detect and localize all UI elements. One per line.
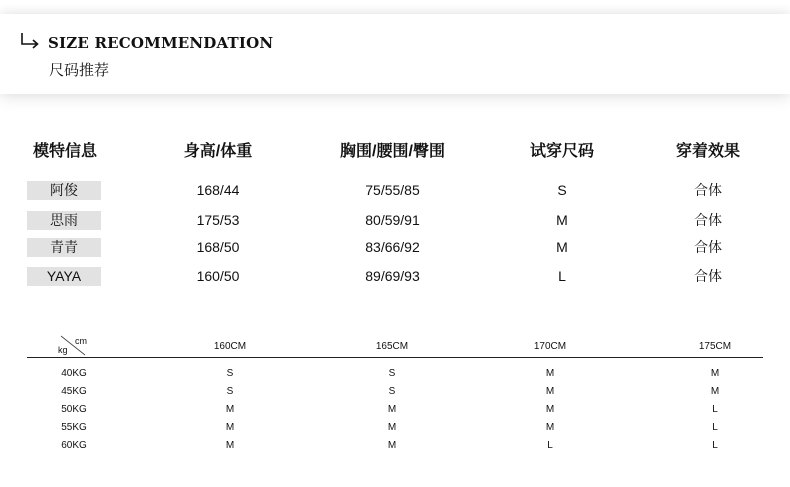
weight-label: 40KG xyxy=(61,368,87,379)
size-cell: M xyxy=(387,422,397,433)
model-name: 思雨 xyxy=(27,211,101,230)
size-cell: S xyxy=(557,182,567,198)
table-row xyxy=(0,402,790,418)
corner-unit-kg: kg xyxy=(58,345,68,355)
weight-label: 50KG xyxy=(61,404,87,415)
size-cell: M xyxy=(710,368,720,379)
weight-label: 45KG xyxy=(61,386,87,397)
size-cell: S xyxy=(388,368,396,379)
measurements-cell: 80/59/91 xyxy=(365,212,420,228)
size-cell: L xyxy=(712,404,718,415)
model-name: 青青 xyxy=(27,238,101,257)
size-cell: S xyxy=(388,386,396,397)
column-header-model-info: 模特信息 xyxy=(32,143,97,160)
size-cell: M xyxy=(710,386,720,397)
model-name: YAYA xyxy=(27,267,101,286)
size-cell: M xyxy=(545,404,555,415)
height-weight-cell: 168/44 xyxy=(196,182,240,198)
height-weight-cell: 175/53 xyxy=(196,212,240,228)
section-title: SIZE RECOMMENDATION xyxy=(48,34,274,52)
corner-cell xyxy=(55,335,91,359)
size-cell: M xyxy=(556,212,568,228)
table-row xyxy=(0,178,790,202)
size-cell: L xyxy=(558,268,566,284)
height-column-header: 175CM xyxy=(698,341,732,352)
weight-label: 60KG xyxy=(61,440,87,451)
column-header-fit-effect: 穿着效果 xyxy=(675,143,740,160)
table-row xyxy=(0,208,790,232)
measurements-cell: 75/55/85 xyxy=(365,182,420,198)
column-header-trial-size: 试穿尺码 xyxy=(529,143,594,160)
fit-cell: 合体 xyxy=(694,182,722,198)
fit-cell: 合体 xyxy=(694,268,722,284)
size-cell: S xyxy=(226,386,234,397)
table-row xyxy=(0,366,790,382)
column-header-measurements: 胸围/腰围/臀围 xyxy=(340,143,445,160)
model-table-header xyxy=(0,140,790,164)
height-column-header: 160CM xyxy=(213,341,247,352)
height-weight-cell: 168/50 xyxy=(196,239,240,255)
size-cell: M xyxy=(545,368,555,379)
weight-label: 55KG xyxy=(61,422,87,433)
section-subtitle: 尺码推荐 xyxy=(49,62,110,79)
size-cell: M xyxy=(225,440,235,451)
size-cell: L xyxy=(712,440,718,451)
size-cell: M xyxy=(225,422,235,433)
height-column-header: 165CM xyxy=(375,341,409,352)
size-chart-header xyxy=(0,335,790,359)
fit-cell: 合体 xyxy=(694,212,722,228)
model-name: 阿俊 xyxy=(27,181,101,200)
measurements-cell: 83/66/92 xyxy=(365,239,420,255)
size-cell: M xyxy=(545,422,555,433)
measurements-cell: 89/69/93 xyxy=(365,268,420,284)
size-cell: S xyxy=(226,368,234,379)
height-column-header: 170CM xyxy=(533,341,567,352)
fit-cell: 合体 xyxy=(694,239,722,255)
corner-unit-cm: cm xyxy=(75,336,87,346)
column-header-height-weight: 身高/体重 xyxy=(183,143,253,160)
size-cell: M xyxy=(545,386,555,397)
table-row xyxy=(0,384,790,400)
header-banner xyxy=(0,14,790,94)
size-cell: L xyxy=(547,440,553,451)
header-divider xyxy=(27,357,763,358)
table-row xyxy=(0,420,790,436)
return-arrow-icon xyxy=(18,30,40,52)
size-cell: M xyxy=(387,404,397,415)
size-cell: M xyxy=(556,239,568,255)
table-row xyxy=(0,235,790,259)
size-cell: M xyxy=(387,440,397,451)
size-cell: M xyxy=(225,404,235,415)
height-weight-cell: 160/50 xyxy=(196,268,240,284)
table-row xyxy=(0,264,790,288)
size-cell: L xyxy=(712,422,718,433)
table-row xyxy=(0,438,790,454)
